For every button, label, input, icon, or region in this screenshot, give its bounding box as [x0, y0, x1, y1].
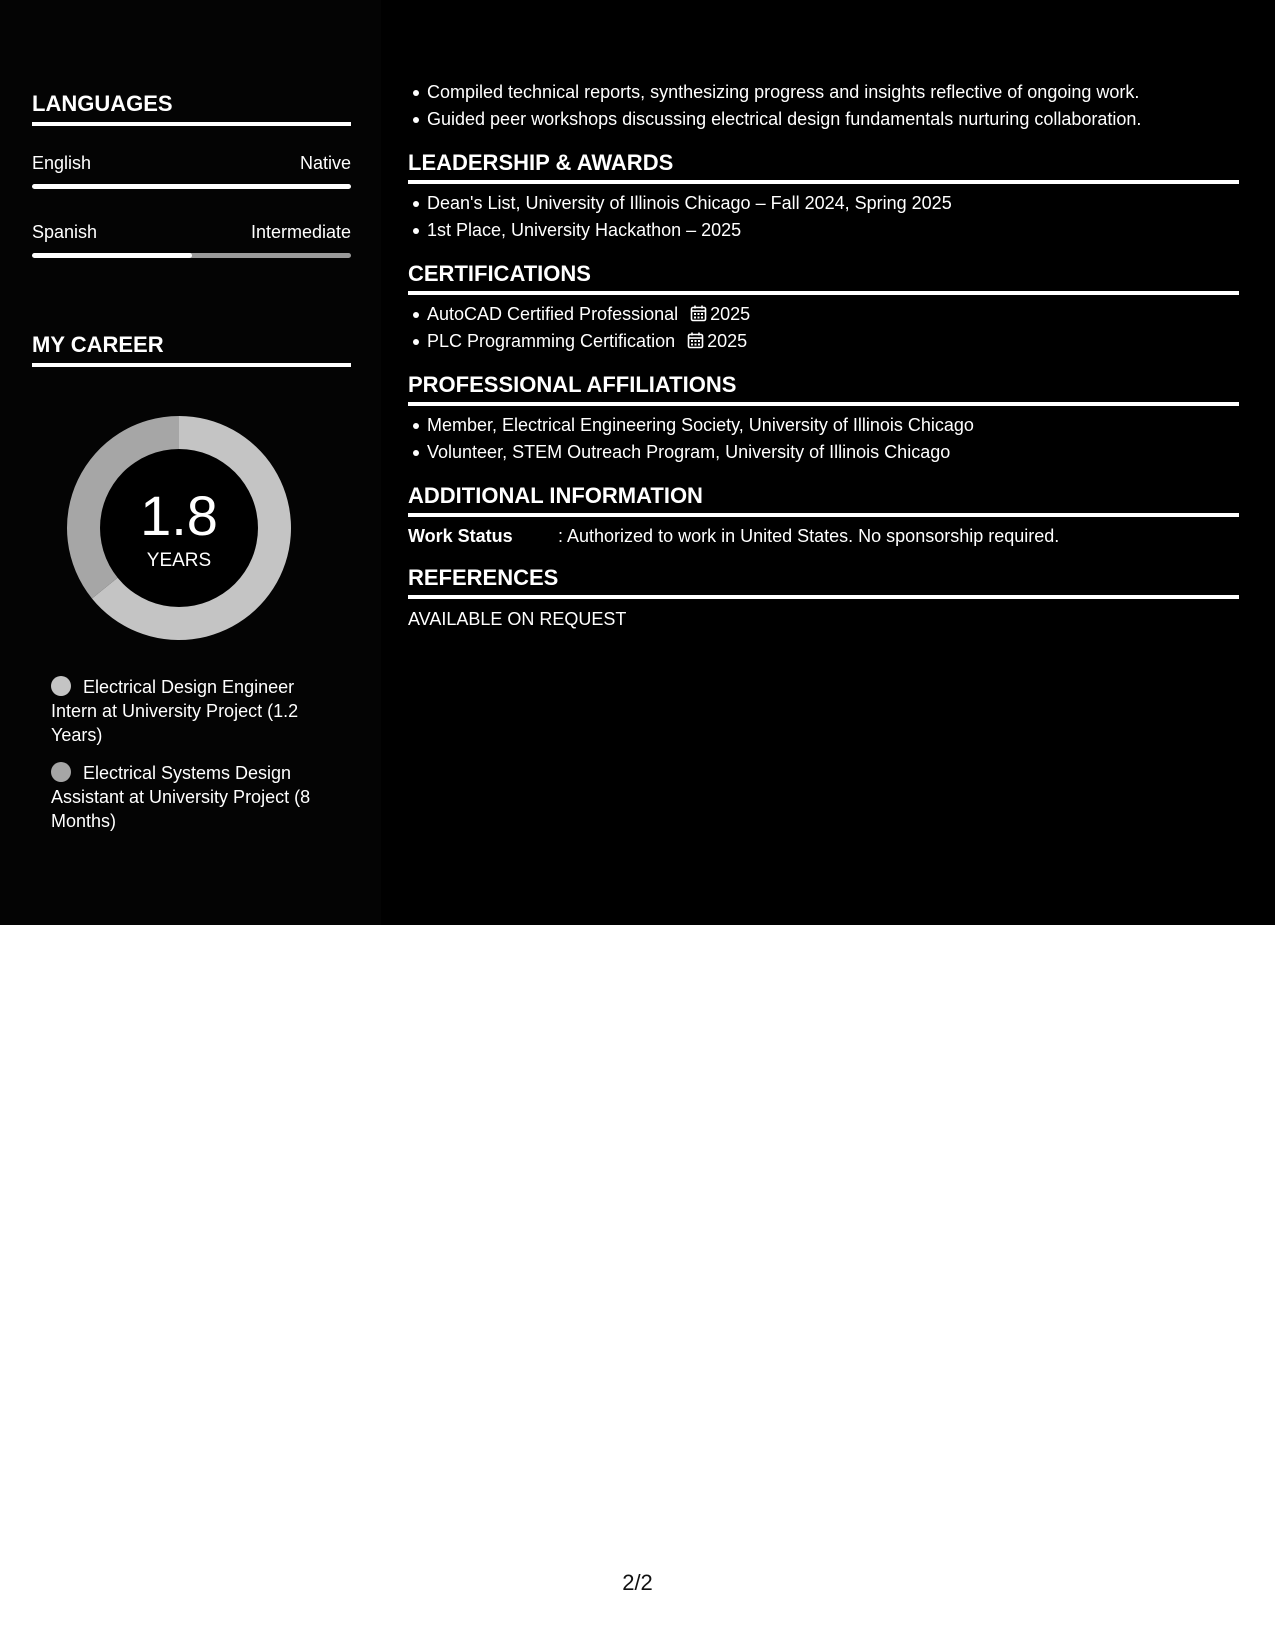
language-bar-english [32, 184, 351, 189]
list-item [427, 301, 1258, 328]
work-status-row [408, 525, 1059, 547]
list-item [427, 328, 1258, 355]
list-item: Volunteer, STEM Outreach Program, University of Illinois Chicago [427, 439, 1258, 466]
language-bar-spanish [32, 253, 351, 258]
language-row-english [32, 152, 351, 174]
references-text: AVAILABLE ON REQUEST [408, 609, 627, 629]
work-status-value: : Authorized to work in United States. No sponsorship required. [558, 526, 1060, 546]
leadership-heading: LEADERSHIP & AWARDS [408, 150, 1239, 184]
certifications-list [408, 301, 1258, 355]
language-bar-fill [32, 253, 192, 258]
list-item: 1st Place, University Hackathon – 2025 [427, 217, 1258, 244]
language-level: Intermediate [250, 222, 351, 242]
list-item: Guided peer workshops discussing electrical design fundamentals nurturing collaboration. [427, 106, 1258, 133]
language-name: Spanish [32, 222, 98, 242]
career-item [51, 761, 336, 833]
affiliations-list [408, 412, 1258, 466]
work-status-label: Work Status [408, 526, 513, 546]
page-number: 2/2 [622, 1570, 653, 1595]
legend-dot [51, 676, 71, 696]
affiliations-heading: PROFESSIONAL AFFILIATIONS [408, 372, 1239, 406]
list-item: Member, Electrical Engineering Society, University of Illinois Chicago [427, 412, 1258, 439]
language-name: English [32, 153, 92, 173]
additional-info-heading: ADDITIONAL INFORMATION [408, 483, 1239, 517]
language-bar-fill [32, 184, 351, 189]
certification-name: PLC Programming Certification [427, 331, 676, 351]
list-item: Dean's List, University of Illinois Chicago – Fall 2024, Spring 2025 [427, 190, 1258, 217]
career-item [51, 675, 336, 747]
leadership-list [408, 190, 1258, 244]
references-heading: REFERENCES [408, 565, 1239, 599]
experience-bullets [408, 79, 1258, 133]
career-heading: MY CAREER [32, 332, 351, 367]
calendar-icon [690, 305, 707, 322]
career-item-label: Electrical Systems Design Assistant at University Project (8 Months) [51, 763, 311, 831]
language-level: Native [299, 153, 351, 173]
certifications-heading: CERTIFICATIONS [408, 261, 1239, 295]
career-item-label: Electrical Design Engineer Intern at University Project (1.2 Years) [51, 677, 299, 745]
calendar-icon [687, 332, 704, 349]
list-item: Compiled technical reports, synthesizing progress and insights reflective of ongoing work. [427, 79, 1258, 106]
certification-year: 2025 [707, 331, 748, 351]
legend-dot [51, 762, 71, 782]
language-row-spanish [32, 221, 351, 243]
certification-year: 2025 [710, 304, 751, 324]
languages-heading: LANGUAGES [32, 91, 351, 126]
career-total-unit: YEARS [146, 550, 212, 571]
career-total-value: 1.8 [140, 484, 218, 547]
sidebar [0, 0, 381, 925]
certification-name: AutoCAD Certified Professional [427, 304, 679, 324]
